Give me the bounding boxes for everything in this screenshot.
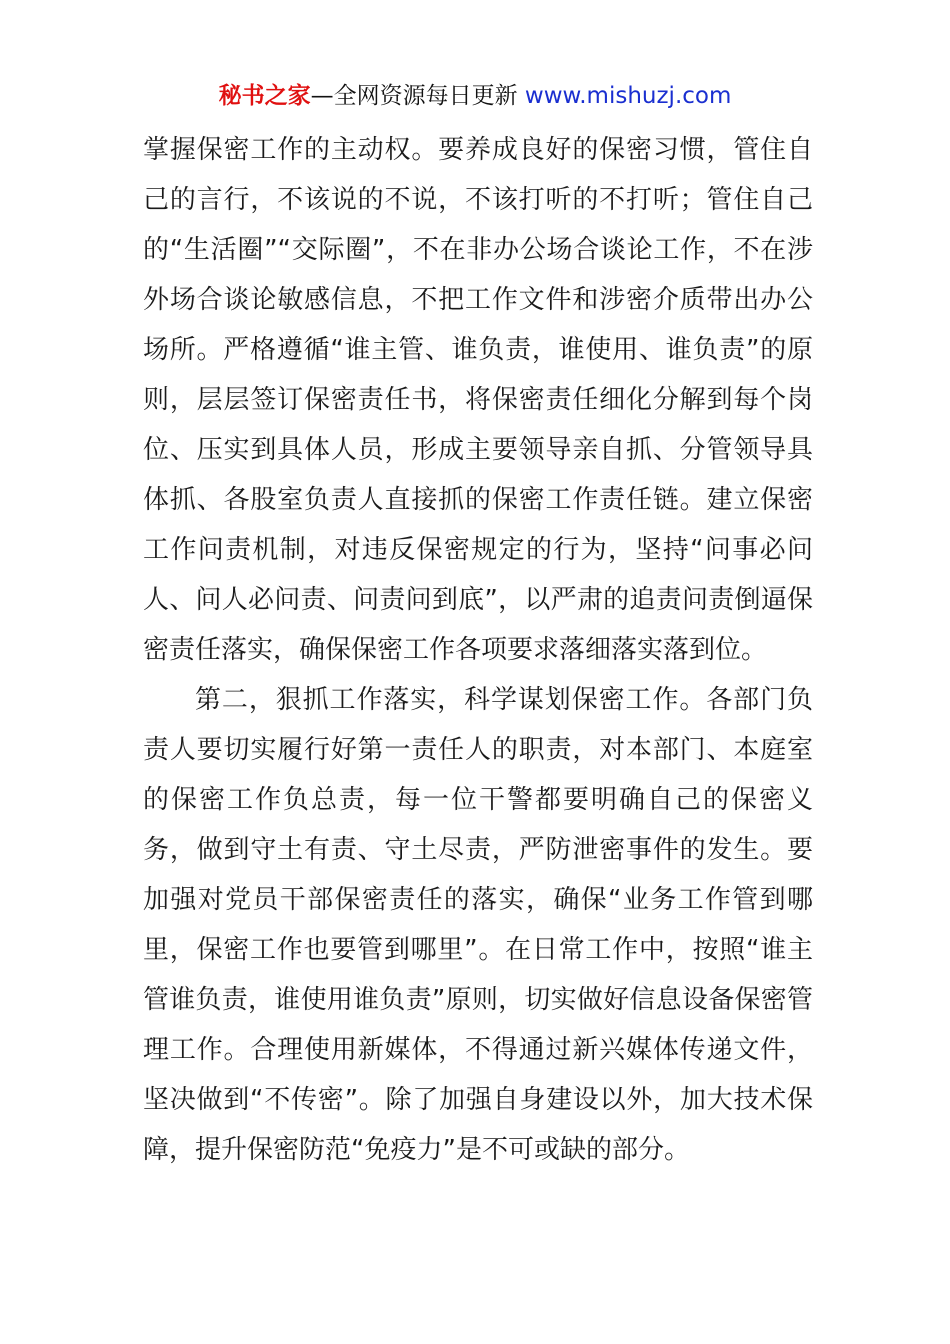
paragraph-continuation: 掌握保密工作的主动权。要养成良好的保密习惯，管住自己的言行，不该说的不说，不该打听的不打听；管住自己的“生活圈”“交际圈”，不在非办公场合谈论工作，不在涉外场合谈论敏感信息，不把工作文件和涉密介质带出办公场所。严格遵循“谁主管、谁负责，谁使用、谁负责”的原则，层层签订保密责任书，将保密责任细化分解到每个岗位、压实到具体人员，形成主要领导亲自抓、分管领导具体抓、各股室负责人直接抓的保密工作责任链。建立保密工作问责机制，对违反保密规定的行为，坚持“问事必问人、问人必问责、问责问到底”，以严肃的追责问责倒逼保密责任落实，确保保密工作各项要求落细落实落到位。 (143, 135, 813, 665)
document-body (143, 125, 813, 1175)
site-url-link[interactable]: www.mishuzj.com (524, 83, 732, 109)
site-header (0, 80, 950, 112)
brand-name: 秘书之家 (218, 83, 311, 109)
header-tagline: —全网资源每日更新 (310, 83, 518, 109)
paragraph-section-two: 第二，狠抓工作落实，科学谋划保密工作。各部门负责人要切实履行好第一责任人的职责，对本部门、本庭室的保密工作负总责，每一位干警都要明确自己的保密义务，做到守土有责、守土尽责，严防泄密事件的发生。要加强对党员干部保密责任的落实，确保“业务工作管到哪里，保密工作也要管到哪里”。在日常工作中，按照“谁主管谁负责，谁使用谁负责”原则，切实做好信息设备保密管理工作。合理使用新媒体，不得通过新兴媒体传递文件，坚决做到“不传密”。除了加强自身建设以外，加大技术保障，提升保密防范“免疫力”是不可或缺的部分。 (143, 685, 813, 1165)
